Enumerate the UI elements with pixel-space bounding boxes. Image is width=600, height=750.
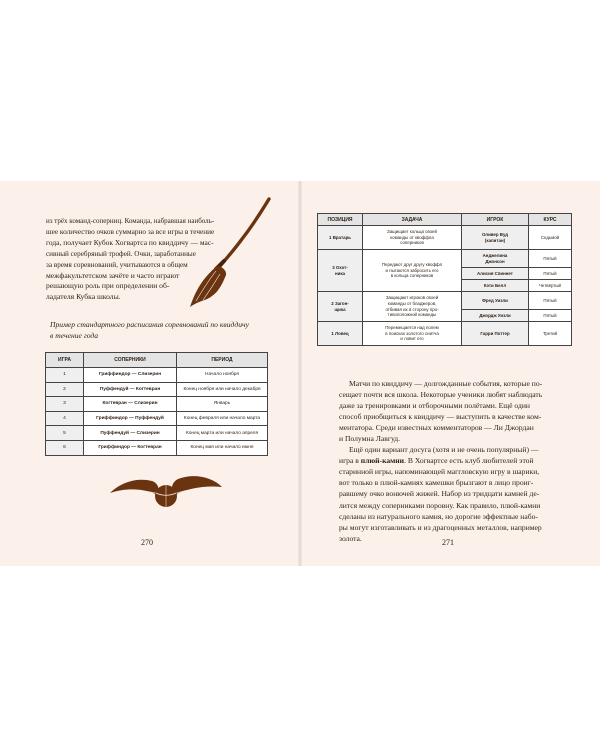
player-name-line: Гарри Поттер	[480, 330, 510, 336]
header-task: ЗАДАЧА	[363, 214, 462, 226]
page-number-left: 270	[141, 538, 153, 547]
player-cell	[462, 250, 529, 268]
body-line: Матчи по квиддичу — долгожданные события, которые по-	[349, 379, 543, 388]
intro-line: года, получает Кубок Хогвартса по квиддичу — мас-	[46, 237, 214, 247]
player-cell	[462, 322, 529, 346]
positions-row	[318, 322, 572, 346]
task-line: Защищают игроков своей	[385, 295, 439, 301]
body-line: лится между соперниками поровну. Как правило, плюй-камни	[339, 500, 541, 510]
schedule-cell-period: Конец февраля или начало марта	[177, 411, 268, 426]
schedule-table	[45, 352, 268, 456]
header-player: ИГРОК	[462, 214, 529, 226]
task-line: и пытаются забросить его	[385, 267, 439, 273]
intro-line: ладателя Кубка школы.	[46, 292, 121, 302]
year-cell: Четвёртый	[529, 280, 572, 292]
position-line: щика	[334, 306, 346, 312]
task-cell	[363, 292, 462, 322]
schedule-cell-game: 4	[46, 411, 84, 426]
player-name-line: Фред Уизли	[482, 297, 508, 303]
body-line: сделаны из натурального камня, но дорогие эффектные набо-	[339, 511, 538, 521]
task-line: Перемещается над полем	[385, 325, 439, 331]
body-text	[339, 378, 571, 544]
intro-line: из трёх команд-соперниц. Команда, набравшая наиболь-	[46, 216, 215, 225]
body-line: золота.	[339, 533, 362, 543]
task-cell	[363, 226, 462, 250]
schedule-caption	[50, 320, 270, 342]
body-line: вот только в плюй-камнях камешки брызгают в лицо проиг-	[339, 478, 534, 488]
body-line: игра в плюй-камни. В Хогвартсе есть клуб любителей этой	[339, 456, 534, 466]
book-spread	[0, 181, 600, 566]
term-highlight: плюй-камни	[360, 456, 405, 466]
task-line: команды от квоффла	[390, 234, 434, 240]
body-line: ментатора. Среди известных комментаторов — Ли Джордан	[339, 423, 534, 433]
schedule-row	[46, 440, 268, 455]
intro-line: решающую роль при определении об-	[46, 281, 170, 291]
header-game: ИГРА	[46, 353, 84, 368]
caption-line: в течение года	[50, 330, 99, 340]
task-line: соперников	[400, 240, 424, 246]
position-cell	[318, 226, 363, 250]
schedule-row	[46, 368, 268, 383]
task-line: в кольца соперников	[390, 273, 434, 279]
body-line: и Полумна Лавгуд.	[339, 434, 401, 444]
schedule-row	[46, 426, 268, 441]
position-line: 1 Вратарь	[329, 234, 351, 240]
schedule-cell-game: 1	[46, 368, 84, 383]
schedule-row	[46, 397, 268, 412]
schedule-cell-game: 6	[46, 440, 84, 455]
player-name-line: Джордж Уизли	[479, 312, 511, 318]
player-name-line: Оливер Вуд	[481, 231, 509, 237]
body-line: старинной игры, напоминающей маггловскую игру в шарики,	[339, 467, 540, 477]
player-name-line: Анджелина	[482, 252, 508, 258]
position-cell	[318, 322, 363, 346]
year-cell: Пятый	[529, 250, 572, 268]
year-cell: Пятый	[529, 310, 572, 322]
page-number-right: 271	[442, 538, 454, 547]
schedule-cell-rivals: Пуффендуй — Слизерин	[84, 426, 177, 441]
year-cell: Пятый	[529, 292, 572, 310]
task-line: Защищает кольца своей	[387, 229, 437, 235]
header-position: ПОЗИЦИЯ	[318, 214, 363, 226]
schedule-cell-rivals: Когтевран — Слизерин	[84, 397, 177, 412]
broomstick-illustration	[176, 195, 286, 315]
task-line: команды от бладжеров,	[387, 300, 437, 306]
schedule-cell-game: 5	[46, 426, 84, 441]
player-cell	[462, 310, 529, 322]
body-line: равшему очко вонючей жижей. Набор из тридцати камней де-	[339, 489, 540, 499]
intro-line: за время соревнований, учитываются в общем	[46, 259, 188, 269]
positions-row	[318, 292, 572, 310]
task-line: и ловит его	[400, 336, 424, 342]
schedule-cell-period: Январь	[177, 397, 268, 412]
caption-line: Пример стандартного расписания соревнований по квиддичу	[50, 320, 249, 329]
right-page	[300, 181, 600, 566]
task-cell	[363, 250, 462, 292]
year-cell: Пятый	[529, 268, 572, 280]
position-line: 3 Охот-	[332, 264, 348, 270]
header-period: ПЕРИОД	[177, 353, 268, 368]
positions-row	[318, 226, 572, 250]
position-line: ника	[335, 270, 345, 276]
task-line: отбивая их в сторону про-	[385, 306, 439, 312]
task-cell	[363, 322, 462, 346]
player-name-line: Кэти Белл	[483, 282, 507, 288]
task-line: в поисках золотого снитча	[385, 330, 439, 336]
schedule-cell-game: 3	[46, 397, 84, 412]
player-cell	[462, 268, 529, 280]
position-cell	[318, 292, 363, 322]
body-line: Ещё один вариант досуга (хотя и не очень популярный) —	[349, 445, 539, 455]
schedule-cell-rivals: Гриффиндор — Пуффендуй	[84, 411, 177, 426]
schedule-cell-period: Конец ноября или начало декабря	[177, 382, 268, 397]
position-cell	[318, 250, 363, 292]
golden-snitch-illustration	[106, 463, 226, 513]
body-line: ры могут изготавливать и из драгоценных металлов, например	[339, 522, 542, 532]
player-cell	[462, 292, 529, 310]
position-line: 1 Ловец	[331, 330, 349, 336]
schedule-cell-period: Конец марта или начало апреля	[177, 426, 268, 441]
player-name-line: (капитан)	[484, 237, 506, 243]
schedule-row	[46, 382, 268, 397]
intro-line: шее количество очков суммарно за все игры в течение	[46, 226, 215, 236]
body-line: даже за тренировками и отборочными полётами. Ещё один	[339, 401, 530, 411]
schedule-cell-rivals: Пуффендуй — Когтевран	[84, 382, 177, 397]
schedule-row	[46, 411, 268, 426]
player-cell	[462, 226, 529, 250]
year-cell: Седьмой	[529, 226, 572, 250]
year-cell: Третий	[529, 322, 572, 346]
schedule-cell-period: Конец мая или начало июня	[177, 440, 268, 455]
schedule-cell-rivals: Гриффиндор — Когтевран	[84, 440, 177, 455]
header-year: КУРС	[529, 214, 572, 226]
schedule-cell-rivals: Гриффиндор — Слизерин	[84, 368, 177, 383]
player-name-line: Алисия Спиннет	[477, 270, 513, 276]
intro-line: межфакультетском зачёте и часто играют	[46, 270, 180, 280]
schedule-cell-game: 2	[46, 382, 84, 397]
positions-table	[317, 213, 572, 346]
schedule-cell-period: Начало ноября	[177, 368, 268, 383]
player-cell	[462, 280, 529, 292]
header-rivals: СОПЕРНИКИ	[84, 353, 177, 368]
body-line: способ приобщиться к квиддичу — выступить в качестве ком-	[339, 412, 542, 422]
left-page	[0, 181, 300, 566]
position-line: 2 Загон-	[331, 300, 349, 306]
intro-line: сивный серебряный трофей. Очки, заработанные	[46, 248, 196, 258]
task-line: тивоположной команды	[387, 312, 437, 318]
player-name-line: Джонсон	[485, 258, 505, 264]
body-line: сещает почти вся школа. Некоторые ученики любят наблюдать	[339, 390, 543, 400]
task-line: Передают друг другу квоффл	[381, 262, 443, 268]
positions-row	[318, 250, 572, 268]
